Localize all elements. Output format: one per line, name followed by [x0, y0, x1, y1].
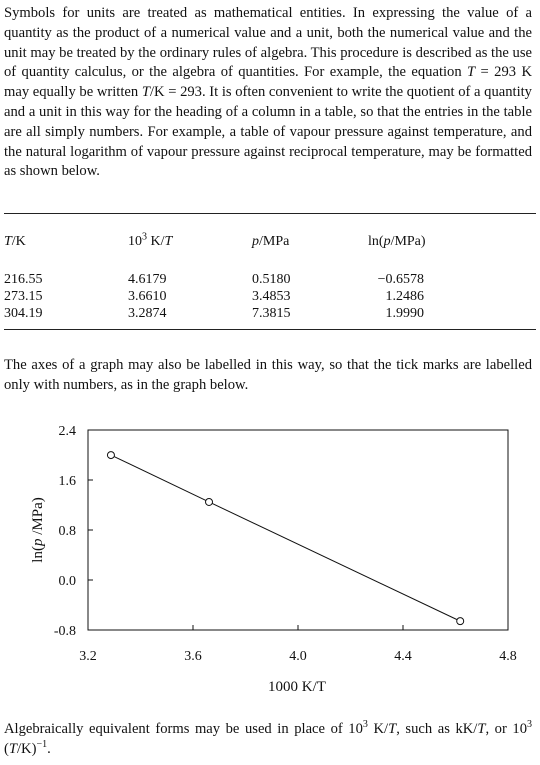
cell: 7.3815 [252, 306, 291, 321]
cell: −0.6578 [377, 272, 424, 287]
cell: 273.15 [4, 289, 43, 304]
y-tick-label: 1.6 [58, 474, 76, 489]
x-tick-label: 3.2 [79, 649, 97, 664]
graph-intro-paragraph: The axes of a graph may also be labelled in this way, so that the tick marks are labelled only with numbers, as in the graph below. [4, 357, 532, 393]
x-tick-label: 4.4 [394, 649, 412, 664]
cell: 4.6179 [128, 272, 167, 287]
data-point [206, 498, 213, 505]
table-row [4, 271, 536, 288]
y-tick-label: 0.8 [58, 524, 76, 539]
table-bottom-rule [4, 329, 536, 330]
table-top-rule [4, 213, 536, 214]
table-row [4, 288, 536, 305]
intro-text-3: /K = 293. It is often convenient to write the quotient of a quantity and a unit in this way for the heading of a column in a table, so that the entries in the table are all simply numbers. For example, a table of vapour pressure against temperature, and the natural logarithm of vapour pressure against reciprocal temperature, may be formatted as shown below. [4, 84, 532, 180]
cell: 216.55 [4, 272, 43, 287]
table-header-row [4, 230, 536, 254]
cell: 3.4853 [252, 289, 291, 304]
y-tick-label: 2.4 [58, 424, 76, 439]
y-axis-label: ln(p /MPa) [30, 497, 46, 563]
intro-text-2: = 293 K may equally be written [4, 64, 533, 101]
header-ln-p: ln(p/MPa) [368, 234, 426, 249]
cell: 304.19 [4, 306, 43, 321]
y-tick-label: -0.8 [53, 624, 76, 639]
plot-frame [88, 430, 508, 630]
cell: 1.2486 [385, 289, 424, 304]
x-axis-label: 1000 K/T [268, 679, 326, 695]
symbol-T-2: T [141, 84, 150, 101]
series-line [111, 455, 460, 621]
header-reciprocal-T: $10^3$ K/T [128, 231, 173, 249]
intro-paragraph [4, 4, 532, 182]
data-table [4, 230, 536, 322]
table-row [4, 305, 536, 322]
cell: 0.5180 [252, 272, 291, 287]
header-p: p/MPa [252, 234, 290, 249]
x-tick-label: 4.8 [499, 649, 517, 664]
cell: 3.2874 [128, 306, 167, 321]
x-tick-label: 4.0 [289, 649, 307, 664]
y-tick-label: 0.0 [58, 574, 76, 589]
data-point [107, 452, 114, 459]
header-T: T/K [4, 234, 26, 249]
x-tick-label: 3.6 [184, 649, 202, 664]
line-chart [0, 415, 540, 705]
cell: 3.6610 [128, 289, 167, 304]
closing-paragraph: Algebraically equivalent forms may be used in place of $10^3$ K/T, such as kK/T, or $10^3$ $(T/K)^{-1}$. [4, 719, 533, 757]
cell: 1.9990 [385, 306, 424, 321]
data-point [457, 618, 464, 625]
symbol-T: T [467, 64, 476, 81]
intro-text: Symbols for units are treated as mathematical entities. In expressing the value of a quantity as the product of a numerical value and a unit, both the numerical value and the unit may be treated by the ordinary rules of algebra. This procedure is described as the use of quantity calculus, or the algebra of quantities. For example, the equation [4, 5, 532, 81]
